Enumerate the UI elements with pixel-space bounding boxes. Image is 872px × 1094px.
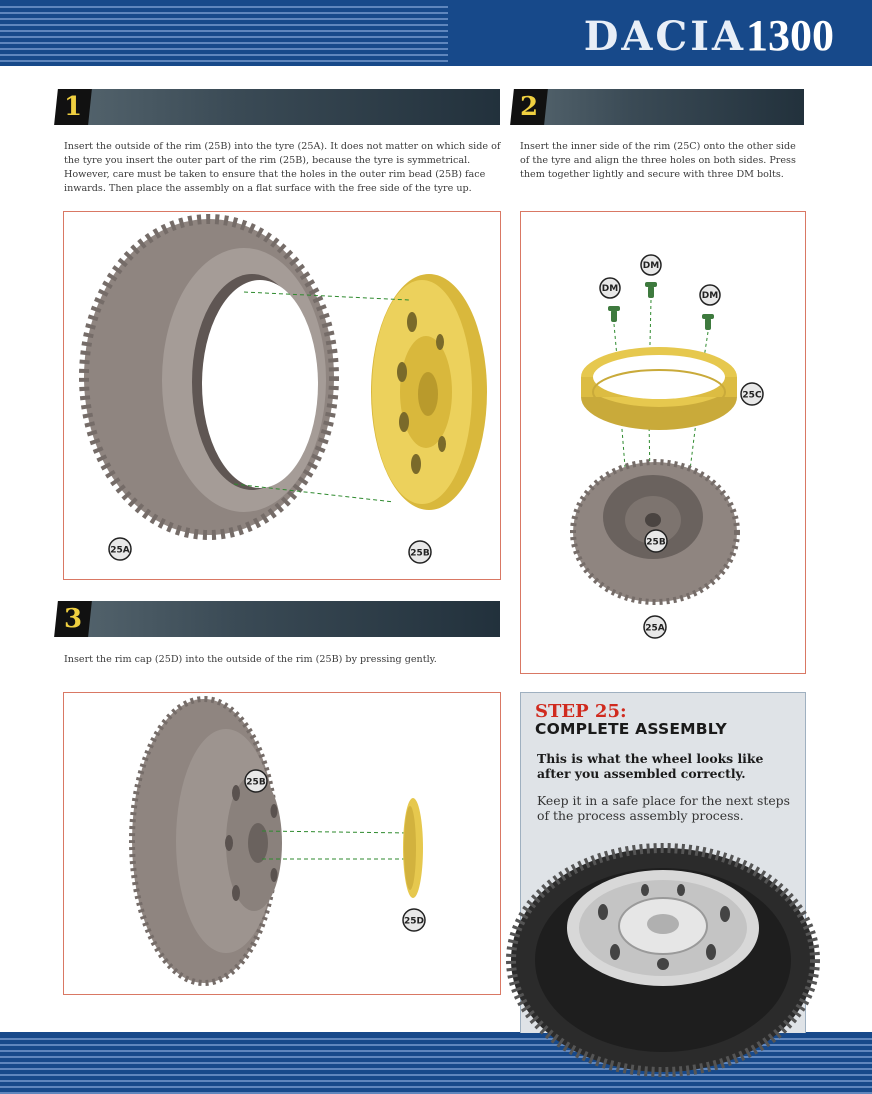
summary-body-text: Keep it in a safe place for the next steps of the process assembly process.	[537, 793, 790, 823]
tyre-with-rim-drawing	[132, 699, 282, 983]
brand-number: 1300	[746, 11, 834, 60]
brand-logo	[584, 10, 834, 61]
brand-word: DACIA	[583, 13, 746, 60]
step-3-text: Insert the rim cap (25D) into the outside of the rim (25B) by pressing gently.	[64, 654, 437, 665]
step-1-text: Insert the outside of the rim (25B) into the tyre (25A). It does not matter on which side of the tyre you insert the outer part of the rim (25B), because the tyre is symmetrical. However, care must be taken to ensure that the holes in the outer rim bead (25B) face inwards. Then place the assembly on a flat surface with the free side of the tyre up.	[64, 141, 501, 194]
step-3-illustration	[63, 692, 501, 995]
svg-text:25C: 25C	[742, 390, 762, 401]
label-25c	[741, 383, 763, 405]
svg-text:25B: 25B	[410, 548, 430, 559]
svg-text:25A: 25A	[645, 623, 665, 634]
step-2-bar	[520, 89, 804, 125]
dm-bolts-drawing	[608, 282, 714, 330]
step-2-number: 2	[510, 89, 548, 125]
rim-cap-25d-drawing	[403, 798, 423, 898]
label-25d	[403, 909, 425, 931]
svg-text:25A: 25A	[110, 545, 130, 556]
step-3-bar	[64, 601, 500, 637]
summary-assembly-title: COMPLETE ASSEMBLY	[535, 720, 727, 738]
header-stripes	[0, 6, 448, 62]
svg-text:25B: 25B	[246, 777, 266, 788]
label-25b	[409, 541, 431, 563]
rim-25c-drawing	[581, 347, 737, 430]
step-1-illustration	[63, 211, 501, 580]
label-25a	[644, 616, 666, 638]
svg-text:25D: 25D	[404, 916, 424, 927]
step-1-bar	[64, 89, 500, 125]
rim-25b-drawing	[371, 274, 487, 510]
label-dm-1	[600, 278, 620, 298]
step-1-number: 1	[54, 89, 92, 125]
svg-text:DM: DM	[642, 261, 660, 271]
svg-text:DM: DM	[601, 284, 619, 294]
svg-text:DM: DM	[701, 291, 719, 301]
label-25b	[645, 530, 667, 552]
step-2-illustration	[520, 211, 806, 674]
step-2-text: Insert the inner side of the rim (25C) onto the other side of the tyre and align the three holes on both sides. Press them together lightly and secure with three DM bolts.	[520, 141, 796, 180]
step-3-number: 3	[54, 601, 92, 637]
summary-step-title: STEP 25:	[535, 701, 627, 722]
tyre-25a-drawing	[84, 219, 334, 535]
svg-text:25B: 25B	[646, 537, 666, 548]
label-dm-3	[700, 285, 720, 305]
completed-wheel-photo	[505, 842, 823, 1082]
label-25a	[109, 538, 131, 560]
header-banner	[0, 0, 872, 66]
label-25b	[245, 770, 267, 792]
summary-bold-text: This is what the wheel looks like after you assembled correctly.	[537, 751, 764, 781]
label-dm-2	[641, 255, 661, 275]
